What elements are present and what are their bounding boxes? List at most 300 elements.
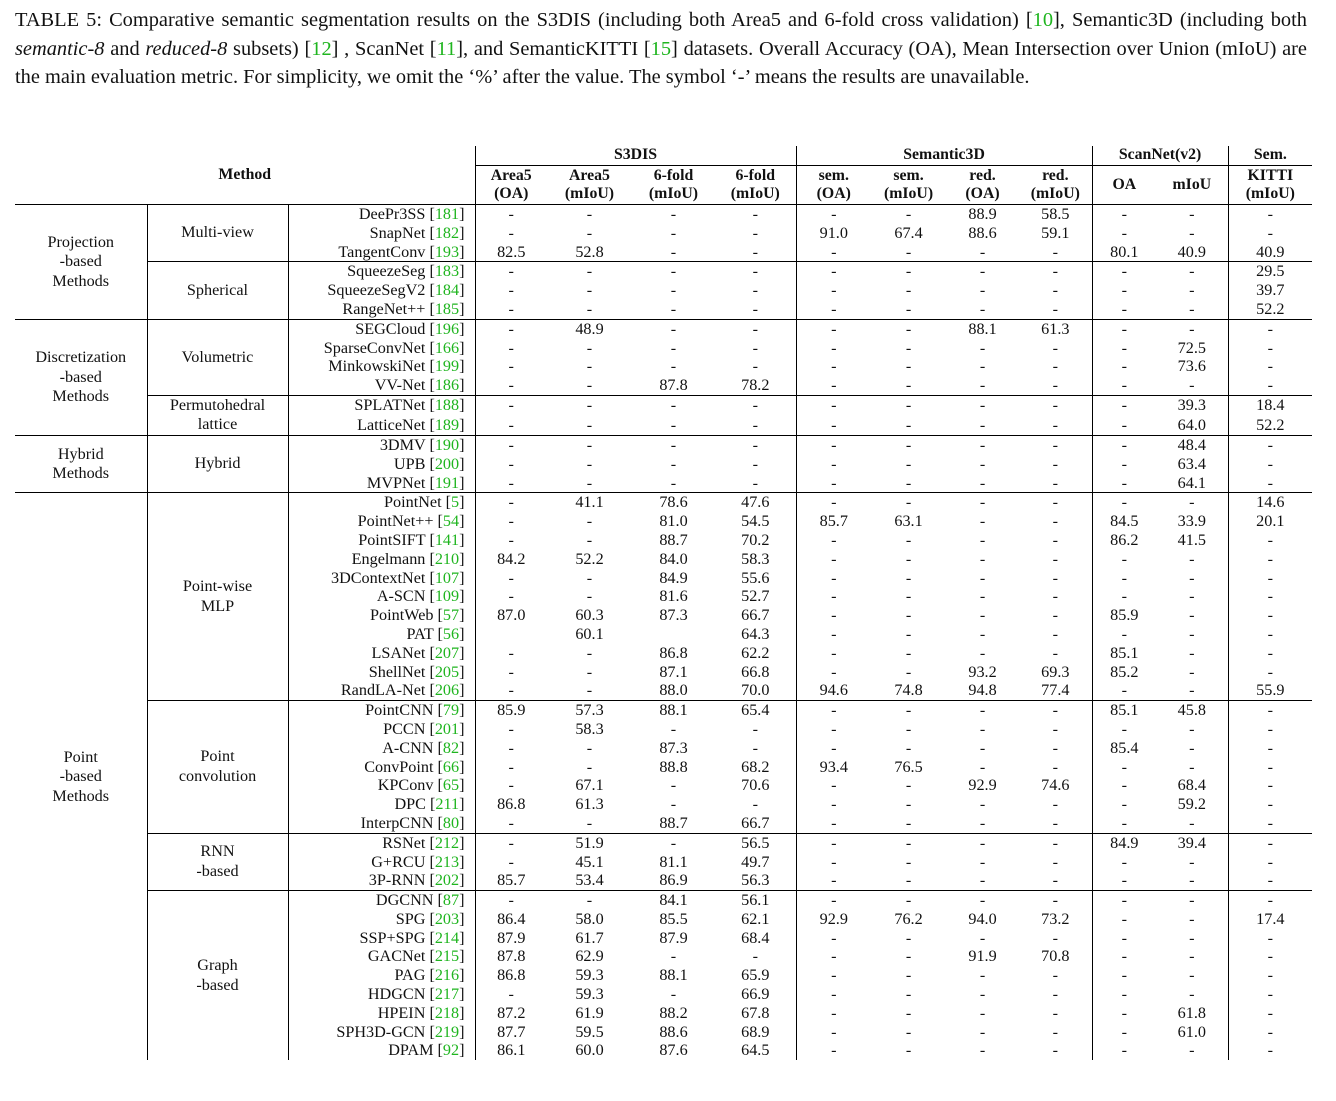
value-cell: - (979, 795, 986, 814)
value-cell: - (871, 205, 946, 224)
method-cell: TangentConv [193] (288, 243, 475, 262)
method-cell: SqueezeSegV2 [184] (288, 281, 475, 300)
value-cell: - (1228, 891, 1312, 910)
value-cell: - (796, 985, 871, 1004)
method-name: PointSIFT (358, 530, 426, 549)
method-citation[interactable]: 185 (434, 299, 460, 318)
method-citation[interactable]: 87 (442, 891, 460, 910)
value-cell: - (475, 205, 547, 224)
method-citation[interactable]: 196 (434, 319, 460, 338)
method-citation[interactable]: 5 (451, 493, 460, 512)
value-cell: - (796, 435, 871, 454)
value-cell: 33.9 (1177, 512, 1206, 531)
value-cell: - (979, 606, 986, 625)
method-cell: SPH3D-GCN [219] (288, 1023, 475, 1042)
value-cell: - (796, 493, 871, 512)
value-cell: - (905, 662, 912, 681)
method-citation[interactable]: 190 (434, 435, 460, 454)
subgroup-label: Graph -based (147, 891, 288, 1061)
method-citation[interactable]: 57 (442, 606, 460, 625)
value-cell: - (979, 473, 986, 492)
method-citation[interactable]: 183 (434, 262, 460, 281)
value-cell: - (905, 338, 912, 357)
value-cell: - (586, 338, 593, 357)
value-cell: - (547, 435, 632, 454)
method-name: HDGCN (367, 985, 426, 1004)
value-cell: - (979, 1022, 986, 1041)
value-cell: 60.0 (575, 1041, 604, 1060)
value-cell: - (475, 891, 547, 910)
value-cell: - (752, 338, 758, 357)
value-cell: - (475, 758, 547, 777)
method-citation[interactable]: 200 (434, 454, 460, 473)
method-cell: RandLA-Net [206] (288, 681, 475, 700)
value-cell: - (1189, 947, 1195, 966)
method-citation[interactable]: 216 (434, 966, 460, 985)
value-cell: - (796, 871, 871, 890)
value-cell: - (1189, 549, 1195, 568)
value-cell: - (796, 929, 871, 948)
value-cell: 18.4 (1228, 395, 1312, 415)
column-header: OA (1092, 166, 1156, 205)
method-citation[interactable]: 79 (442, 701, 460, 720)
method-citation[interactable]: 188 (434, 396, 460, 415)
method-cell: PAG [216] (288, 966, 475, 985)
value-cell: - (796, 587, 871, 606)
value-cell: - (796, 300, 871, 319)
value-cell: - (1092, 474, 1156, 493)
method-citation[interactable]: 82 (442, 738, 460, 757)
method-citation[interactable]: 206 (434, 681, 460, 700)
method-citation[interactable]: 191 (434, 473, 460, 492)
value-cell: 73.2 (1041, 909, 1070, 928)
value-cell: - (1156, 319, 1228, 338)
value-cell: - (1092, 929, 1156, 948)
value-cell: - (586, 681, 593, 700)
value-cell: - (905, 719, 912, 738)
value-cell: 76.5 (894, 757, 923, 776)
method-citation[interactable]: 219 (434, 1022, 460, 1041)
method-name: MVPNet (366, 473, 426, 492)
value-cell: - (475, 814, 547, 833)
method-citation[interactable]: 80 (442, 813, 460, 832)
value-cell: - (475, 587, 547, 606)
value-cell: - (475, 281, 547, 300)
value-cell: - (670, 415, 677, 434)
method-cell: LSANet [207] (288, 644, 475, 663)
value-cell: - (1189, 223, 1195, 242)
value-cell: - (905, 985, 912, 1004)
value-cell: - (871, 262, 946, 281)
results-table (15, 146, 1312, 1060)
method-header: Method (15, 146, 475, 205)
value-cell: - (871, 435, 946, 454)
value-cell: - (586, 568, 593, 587)
method-name: GACNet (367, 947, 426, 966)
value-cell: - (586, 757, 593, 776)
value-cell: - (905, 738, 912, 757)
value-cell: 57.3 (547, 701, 632, 720)
value-cell: - (796, 1041, 871, 1060)
value-cell: - (979, 643, 986, 662)
method-cell: PointNet++ [54] (288, 512, 475, 531)
method-cell: HPEIN [218] (288, 1004, 475, 1023)
value-cell: 87.3 (659, 606, 688, 625)
value-cell: - (871, 493, 946, 512)
caption-citation[interactable]: 12 (311, 37, 332, 60)
value-cell: 70.0 (741, 681, 770, 700)
value-cell: - (1189, 299, 1195, 318)
method-citation[interactable]: 212 (434, 833, 460, 852)
caption-citation[interactable]: 15 (650, 37, 672, 60)
value-cell: - (796, 395, 871, 415)
subgroup-label: Spherical (147, 262, 288, 319)
value-cell: - (796, 1004, 871, 1023)
value-cell: - (979, 512, 986, 531)
table-row (15, 205, 1312, 224)
value-cell: - (670, 357, 677, 376)
value-cell: 65.9 (741, 966, 770, 985)
value-cell: 29.5 (1228, 262, 1312, 281)
caption-text: ], Semantic3D (including both (1053, 9, 1307, 31)
caption-text: ] , ScanNet [ (331, 37, 437, 60)
value-cell: 74.6 (1041, 776, 1070, 795)
value-cell: - (1092, 281, 1156, 300)
value-cell: 41.1 (547, 493, 632, 512)
method-citation[interactable]: 202 (434, 871, 460, 890)
method-citation[interactable]: 66 (442, 757, 460, 776)
caption-text: TABLE 5: Comparative semantic segmentation results on the S3DIS (including both Area5 and 6-fold cross validation) [ (15, 9, 1033, 31)
value-cell: - (905, 852, 912, 871)
value-cell: 61.3 (575, 795, 604, 814)
value-cell: - (979, 719, 986, 738)
value-cell: - (475, 985, 547, 1004)
method-citation[interactable]: 210 (434, 549, 460, 568)
value-cell: - (475, 300, 547, 319)
value-cell: 77.4 (1041, 681, 1070, 700)
method-citation[interactable]: 141 (434, 530, 460, 549)
value-cell: - (1052, 1041, 1058, 1060)
method-citation[interactable]: 56 (442, 624, 460, 643)
method-citation[interactable]: 215 (434, 947, 460, 966)
value-cell: 85.2 (1092, 663, 1156, 682)
value-cell: 94.0 (968, 909, 997, 928)
method-name: PointNet++ (357, 512, 434, 531)
value-cell: - (905, 587, 912, 606)
method-cell: GACNet [215] (288, 947, 475, 966)
value-cell: 81.1 (659, 852, 688, 871)
value-cell: - (1092, 985, 1156, 1004)
method-citation[interactable]: 189 (434, 415, 460, 434)
value-cell: - (475, 493, 547, 512)
method-citation[interactable]: 193 (434, 242, 460, 261)
method-citation[interactable]: 181 (434, 205, 460, 223)
value-cell: - (1052, 719, 1058, 738)
value-cell: 78.6 (632, 493, 715, 512)
value-cell: 61.7 (575, 928, 604, 947)
method-name: SparseConvNet (323, 338, 426, 357)
method-citation[interactable]: 184 (434, 281, 460, 300)
value-cell: - (1228, 1023, 1312, 1042)
value-cell: - (475, 776, 547, 795)
value-cell: 88.1 (946, 319, 1019, 338)
method-citation[interactable]: 211 (435, 795, 460, 814)
subgroup-label: RNN -based (147, 833, 288, 890)
caption-text: subsets) [ (227, 37, 312, 60)
value-cell: - (1092, 776, 1156, 795)
value-cell: - (1019, 701, 1092, 720)
value-cell: - (796, 205, 871, 224)
value-cell: 87.8 (659, 376, 688, 395)
value-cell: 80.1 (1092, 243, 1156, 262)
value-cell: - (905, 776, 912, 795)
value-cell: - (475, 681, 547, 700)
value-cell: 45.1 (575, 852, 604, 871)
value-cell: - (1092, 205, 1156, 224)
value-cell: - (547, 395, 632, 415)
method-name: 3DMV (379, 435, 426, 454)
method-citation[interactable]: 186 (434, 376, 460, 395)
method-citation[interactable]: 107 (434, 568, 460, 587)
method-citation[interactable]: 199 (434, 357, 460, 376)
value-cell: 86.8 (475, 795, 547, 814)
method-citation[interactable]: 54 (442, 512, 460, 531)
value-cell: 68.9 (741, 1022, 770, 1041)
value-cell: - (1092, 415, 1156, 435)
value-cell: 85.1 (1092, 701, 1156, 720)
method-name: LatticeNet (357, 415, 426, 434)
value-cell: - (796, 376, 871, 395)
value-cell: - (979, 299, 986, 318)
value-cell: - (1228, 853, 1312, 872)
value-cell: 52.8 (575, 242, 604, 261)
value-cell: - (1052, 624, 1058, 643)
method-name: RangeNet++ (342, 299, 426, 318)
value-cell: - (905, 795, 912, 814)
value-cell: - (796, 243, 871, 262)
value-cell: - (796, 833, 871, 852)
value-cell: 52.7 (741, 587, 770, 606)
value-cell: 56.1 (715, 891, 796, 910)
value-cell: - (1189, 681, 1195, 700)
method-cell: RangeNet++ [185] (288, 300, 475, 319)
value-cell: - (1156, 205, 1228, 224)
method-citation[interactable]: 201 (434, 719, 460, 738)
value-cell: 93.2 (968, 662, 997, 681)
value-cell: - (586, 530, 593, 549)
table-row (15, 435, 1312, 454)
value-cell: - (1019, 395, 1092, 415)
value-cell: 58.0 (575, 909, 604, 928)
value-cell: - (796, 720, 871, 739)
method-name: PAG (394, 966, 426, 985)
method-citation[interactable]: 218 (434, 1003, 460, 1022)
value-cell: - (905, 624, 912, 643)
method-cell: DPAM [92] (288, 1041, 475, 1060)
value-cell: - (871, 395, 946, 415)
value-cell: 87.0 (475, 606, 547, 625)
value-cell: - (632, 435, 715, 454)
value-cell: - (586, 643, 593, 662)
method-name: A-CNN (382, 738, 434, 757)
value-cell: 66.7 (741, 606, 770, 625)
column-header: Area5 (OA) (475, 166, 547, 205)
caption-citation[interactable]: 10 (1032, 9, 1054, 31)
value-cell: 39.3 (1156, 395, 1228, 415)
value-cell: - (905, 549, 912, 568)
method-citation[interactable]: 214 (434, 928, 460, 947)
value-cell: - (752, 719, 758, 738)
value-cell: - (1189, 871, 1195, 890)
value-cell: - (1052, 242, 1058, 261)
value-cell: 45.8 (1156, 701, 1228, 720)
value-cell: 88.7 (659, 813, 688, 832)
value-cell: - (586, 415, 593, 434)
value-cell: - (1189, 813, 1195, 832)
value-cell: - (1228, 357, 1312, 376)
method-name: TangentConv (338, 242, 426, 261)
value-cell: - (871, 319, 946, 338)
column-header: Area5 (mIoU) (564, 167, 615, 202)
value-cell: 92.9 (968, 776, 997, 795)
value-cell: - (1228, 474, 1312, 493)
value-cell: - (796, 947, 871, 966)
value-cell: - (632, 833, 715, 852)
value-cell: 41.5 (1177, 530, 1206, 549)
value-cell: 60.1 (575, 624, 604, 643)
value-cell: 70.2 (741, 530, 770, 549)
caption-citation[interactable]: 11 (436, 37, 457, 60)
method-name: DPC (394, 795, 426, 814)
value-cell: - (475, 319, 547, 338)
table-row (15, 395, 1312, 415)
value-cell: 66.8 (741, 662, 770, 681)
value-cell: - (586, 738, 593, 757)
value-cell: - (1092, 871, 1156, 890)
value-cell: - (632, 395, 715, 415)
method-name: SqueezeSegV2 (327, 281, 426, 300)
method-citation[interactable]: 109 (434, 587, 460, 606)
subgroup-label: Permutohedral lattice (147, 395, 288, 435)
method-name: HPEIN (377, 1003, 426, 1022)
subgroup-label: Volumetric (147, 319, 288, 395)
value-cell: - (1189, 568, 1195, 587)
value-cell: - (1189, 624, 1195, 643)
value-cell: - (715, 435, 796, 454)
value-cell: - (752, 738, 758, 757)
value-cell: - (1156, 262, 1228, 281)
value-cell: 82.5 (475, 243, 547, 262)
value-cell: - (715, 262, 796, 281)
method-citation[interactable]: 182 (434, 223, 460, 242)
value-cell: 39.7 (1228, 281, 1312, 300)
method-citation[interactable]: 207 (434, 643, 460, 662)
value-cell: - (475, 663, 547, 682)
value-cell: - (796, 814, 871, 833)
method-citation[interactable]: 205 (434, 662, 460, 681)
method-citation[interactable]: 65 (442, 776, 460, 795)
value-cell: - (715, 319, 796, 338)
value-cell: 52.2 (575, 549, 604, 568)
value-cell: 85.4 (1092, 739, 1156, 758)
value-cell: - (1052, 568, 1058, 587)
method-name: LSANet (371, 643, 426, 662)
value-cell: - (796, 357, 871, 376)
method-name: 3DContextNet (330, 568, 426, 587)
value-cell: 88.6 (659, 1022, 688, 1041)
value-cell: 48.4 (1156, 435, 1228, 454)
value-cell: 64.3 (741, 624, 770, 643)
value-cell: 61.0 (1177, 1022, 1206, 1041)
value-cell: - (670, 242, 677, 261)
value-cell: - (979, 985, 986, 1004)
table-row (15, 319, 1312, 338)
value-cell: - (796, 262, 871, 281)
value-cell: 58.3 (575, 719, 604, 738)
value-cell: - (1052, 281, 1058, 300)
dataset-header: Sem. (1228, 146, 1312, 166)
value-cell: 85.7 (475, 871, 547, 890)
method-cell: SPG [203] (288, 910, 475, 929)
value-cell: - (475, 531, 547, 550)
value-cell: 39.4 (1156, 833, 1228, 852)
value-cell: 88.6 (968, 223, 997, 242)
value-cell: - (905, 530, 912, 549)
value-cell: - (1156, 891, 1228, 910)
value-cell: - (547, 205, 632, 224)
value-cell: 55.9 (1228, 681, 1312, 700)
value-cell: - (979, 1003, 986, 1022)
method-name: 3P-RNN (368, 871, 426, 890)
value-cell: - (1228, 531, 1312, 550)
method-name: PointWeb (370, 606, 434, 625)
value-cell: 40.9 (1228, 243, 1312, 262)
value-cell: - (1228, 435, 1312, 454)
method-name: SEGCloud (355, 319, 426, 338)
value-cell: 68.4 (741, 928, 770, 947)
value-cell: - (1228, 739, 1312, 758)
value-cell: - (1228, 587, 1312, 606)
value-cell: 88.0 (659, 681, 688, 700)
value-cell: 87.2 (475, 1004, 547, 1023)
column-header: mIoU (1172, 176, 1212, 193)
value-cell: - (1228, 569, 1312, 588)
method-citation[interactable]: 213 (434, 852, 460, 871)
value-cell: 67.1 (575, 776, 604, 795)
value-cell: - (632, 205, 715, 224)
value-cell: - (1189, 966, 1195, 985)
value-cell: 88.1 (632, 701, 715, 720)
table-row (15, 891, 1312, 910)
method-citation[interactable]: 92 (442, 1041, 460, 1060)
value-cell: - (946, 262, 1019, 281)
value-cell: - (475, 357, 547, 376)
value-cell: - (1092, 681, 1156, 700)
value-cell: - (547, 262, 632, 281)
method-cell: 3DContextNet [107] (288, 569, 475, 588)
value-cell: - (586, 376, 593, 395)
method-citation[interactable]: 166 (434, 338, 460, 357)
value-cell: - (905, 454, 912, 473)
value-cell: 88.7 (659, 530, 688, 549)
value-cell: 88.1 (659, 966, 688, 985)
method-name: SSP+SPG (359, 928, 426, 947)
method-citation[interactable]: 217 (434, 985, 460, 1004)
method-citation[interactable]: 203 (434, 909, 460, 928)
value-cell: 60.3 (575, 606, 604, 625)
value-cell: - (905, 643, 912, 662)
value-cell: - (1228, 929, 1312, 948)
